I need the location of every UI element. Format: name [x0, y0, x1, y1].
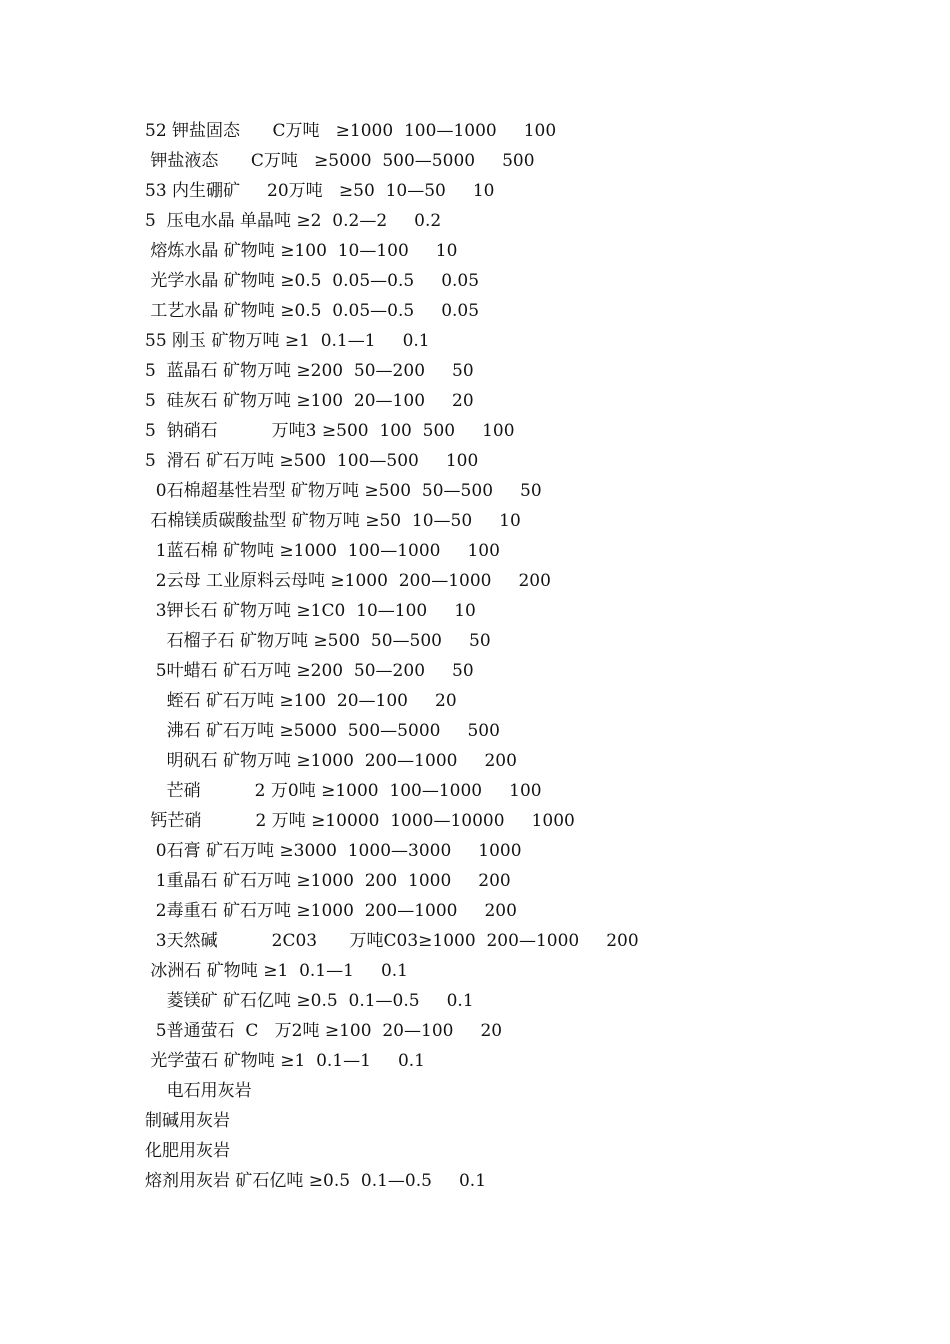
text-line: 制碱用灰岩	[145, 1111, 230, 1131]
text-line: 芒硝 2 万0吨 ≥1000 100—1000 100	[145, 781, 542, 801]
text-line: 熔剂用灰岩 矿石亿吨 ≥0.5 0.1—0.5 0.1	[145, 1171, 487, 1191]
text-line: 菱镁矿 矿石亿吨 ≥0.5 0.1—0.5 0.1	[145, 991, 474, 1011]
text-line: 冰洲石 矿物吨 ≥1 0.1—1 0.1	[145, 961, 408, 981]
text-line: 电石用灰岩	[145, 1081, 252, 1101]
text-line: 5 滑石 矿石万吨 ≥500 100—500 100	[145, 451, 479, 471]
text-line: 光学水晶 矿物吨 ≥0.5 0.05—0.5 0.05	[145, 271, 480, 291]
text-line: 5 硅灰石 矿物万吨 ≥100 20—100 20	[145, 391, 474, 411]
text-line: 沸石 矿石万吨 ≥5000 500—5000 500	[145, 721, 500, 741]
text-line: 蛭石 矿石万吨 ≥100 20—100 20	[145, 691, 457, 711]
text-line: 化肥用灰岩	[145, 1141, 230, 1161]
text-line: 3天然碱 2C03 万吨C03≥1000 200—1000 200	[145, 931, 639, 951]
text-line: 石榴子石 矿物万吨 ≥500 50—500 50	[145, 631, 491, 651]
text-line: 工艺水晶 矿物吨 ≥0.5 0.05—0.5 0.05	[145, 301, 480, 321]
text-line: 5 钠硝石 万吨3 ≥500 100 500 100	[145, 421, 515, 441]
text-line: 5 压电水晶 单晶吨 ≥2 0.2—2 0.2	[145, 211, 442, 231]
text-line: 明矾石 矿物万吨 ≥1000 200—1000 200	[145, 751, 517, 771]
text-line: 2毒重石 矿石万吨 ≥1000 200—1000 200	[145, 901, 517, 921]
text-line: 石棉镁质碳酸盐型 矿物万吨 ≥50 10—50 10	[145, 511, 521, 531]
text-line: 5叶蜡石 矿石万吨 ≥200 50—200 50	[145, 661, 474, 681]
text-line: 52 钾盐固态 C万吨 ≥1000 100—1000 100	[145, 121, 557, 141]
text-line: 光学萤石 矿物吨 ≥1 0.1—1 0.1	[145, 1051, 425, 1071]
text-line: 1蓝石棉 矿物吨 ≥1000 100—1000 100	[145, 541, 500, 561]
text-line: 53 内生硼矿 20万吨 ≥50 10—50 10	[145, 181, 495, 201]
text-line: 钙芒硝 2 万吨 ≥10000 1000—10000 1000	[145, 811, 575, 831]
text-line: 5 蓝晶石 矿物万吨 ≥200 50—200 50	[145, 361, 474, 381]
text-line: 55 刚玉 矿物万吨 ≥1 0.1—1 0.1	[145, 331, 430, 351]
text-line: 1重晶石 矿石万吨 ≥1000 200 1000 200	[145, 871, 511, 891]
text-line: 2云母 工业原料云母吨 ≥1000 200—1000 200	[145, 571, 551, 591]
text-line: 钾盐液态 C万吨 ≥5000 500—5000 500	[145, 151, 535, 171]
text-line: 熔炼水晶 矿物吨 ≥100 10—100 10	[145, 241, 458, 261]
text-line: 3钾长石 矿物万吨 ≥1C0 10—100 10	[145, 601, 476, 621]
text-line: 0石膏 矿石万吨 ≥3000 1000—3000 1000	[145, 841, 522, 861]
text-line: 5普通萤石 C 万2吨 ≥100 20—100 20	[145, 1021, 503, 1041]
text-line: 0石棉超基性岩型 矿物万吨 ≥500 50—500 50	[145, 481, 542, 501]
